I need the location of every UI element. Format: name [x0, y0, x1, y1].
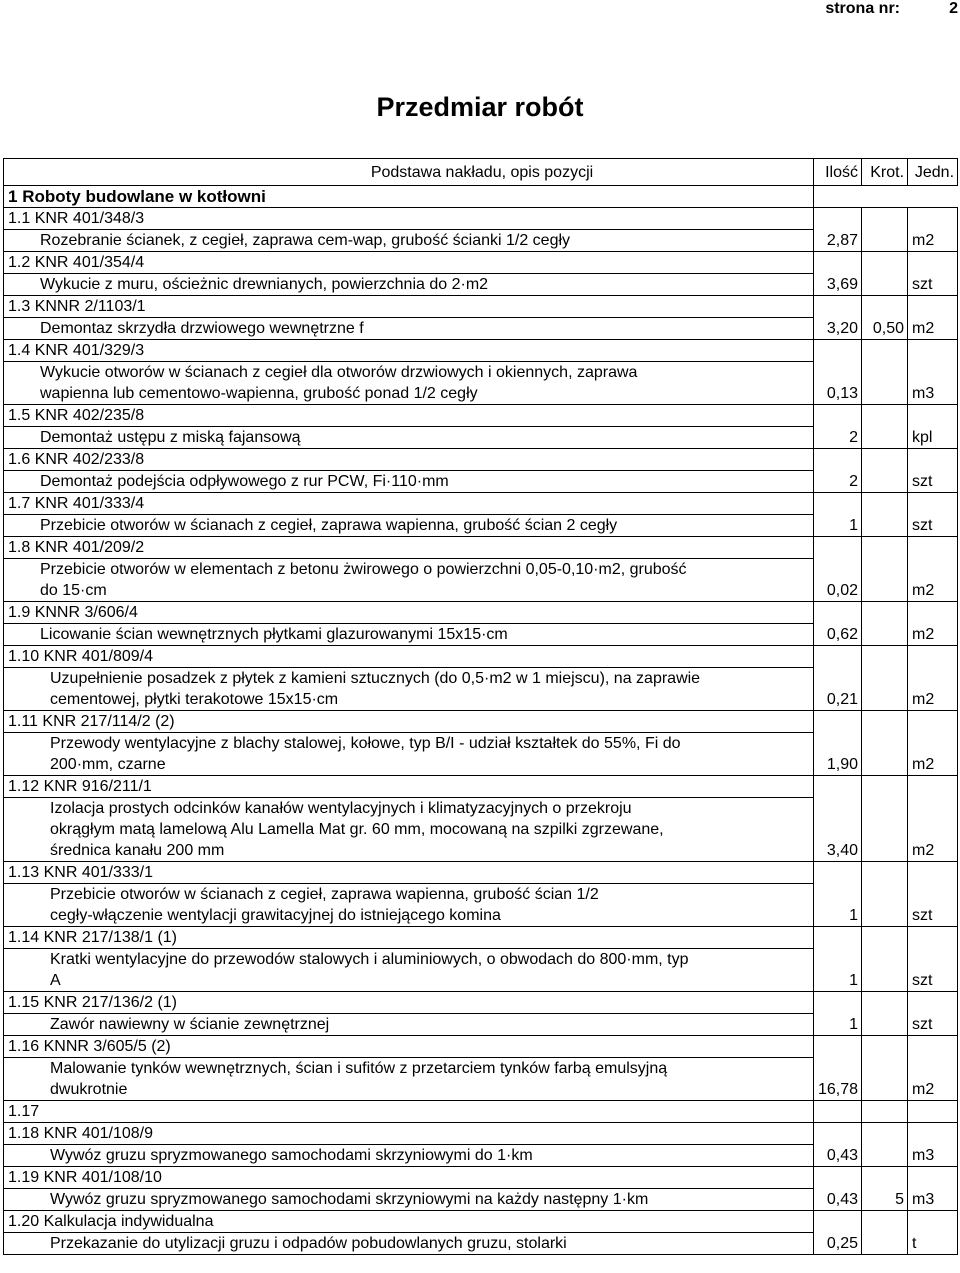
item-number: 1.1 [8, 210, 31, 227]
item-code: KNR 401/333/4 [34, 495, 145, 512]
item-number: 1.20 [8, 1213, 40, 1230]
item-description [4, 274, 814, 296]
item-description-row [4, 471, 958, 493]
item-description [4, 798, 814, 862]
item-header [4, 927, 814, 949]
item-quantity: 0,25 [814, 1233, 862, 1255]
item-quantity: 2 [814, 427, 862, 449]
item-unit: m2 [908, 230, 958, 252]
item-code-row [4, 862, 958, 884]
item-code-row [4, 340, 958, 362]
item-code: KNNR 3/606/4 [34, 604, 138, 621]
item-number: 1.5 [8, 407, 31, 424]
item-times [862, 1014, 908, 1036]
item-header [4, 646, 814, 668]
item-description [4, 230, 814, 252]
item-description [4, 471, 814, 493]
item-description-line: Izolacja prostych odcinków kanałów wentylacyjnych i klimatyzacyjnych o przekroju [50, 800, 632, 817]
item-description-line: Przekazanie do utylizacji gruzu i odpadów pobudowlanych gruzu, stolarki [50, 1235, 567, 1252]
item-unit: kpl [908, 427, 958, 449]
item-description-line: Wykucie otworów w ścianach z cegieł dla otworów drzwiowych i okiennych, zaprawa [40, 364, 638, 381]
item-description-row [4, 1189, 958, 1211]
item-description-row [4, 427, 958, 449]
header-description: Podstawa nakładu, opis pozycji [4, 159, 814, 186]
item-number: 1.15 [8, 994, 40, 1011]
item-code-row [4, 602, 958, 624]
item-description [4, 949, 814, 992]
item-quantity: 1,90 [814, 733, 862, 776]
item-header [4, 405, 814, 427]
item-code-row [4, 252, 958, 274]
header-quantity: Ilość [814, 159, 862, 186]
header-unit: Jedn. [908, 159, 958, 186]
item-description-line: Licowanie ścian wewnętrznych płytkami glazurowanymi 15x15·cm [40, 626, 508, 643]
item-unit: m2 [908, 559, 958, 602]
item-header [4, 776, 814, 798]
item-times [862, 733, 908, 776]
section-title [4, 186, 814, 208]
item-times [862, 427, 908, 449]
item-code: KNR 402/235/8 [34, 407, 145, 424]
item-code-row [4, 449, 958, 471]
item-description-row [4, 274, 958, 296]
item-times [862, 274, 908, 296]
item-header [4, 1211, 814, 1233]
item-number: 1.8 [8, 539, 31, 556]
item-header [4, 340, 814, 362]
item-unit: szt [908, 1014, 958, 1036]
item-description-line: do 15·cm [40, 582, 107, 599]
item-number: 1.3 [8, 298, 31, 315]
item-code: Kalkulacja indywidualna [43, 1213, 214, 1230]
item-unit: m2 [908, 668, 958, 711]
item-code-row [4, 646, 958, 668]
item-unit: m3 [908, 1189, 958, 1211]
item-code: KNR 217/138/1 (1) [43, 929, 177, 946]
item-description-row [4, 949, 958, 992]
item-times [862, 798, 908, 862]
item-description-row [4, 624, 958, 646]
item-unit: m2 [908, 798, 958, 862]
item-quantity: 1 [814, 949, 862, 992]
table-header-row [4, 159, 958, 186]
item-code: KNR 916/211/1 [43, 778, 152, 795]
item-unit: m2 [908, 1058, 958, 1101]
item-times [862, 1058, 908, 1101]
item-description-row [4, 798, 958, 862]
item-code-row [4, 1123, 958, 1145]
item-code-row [4, 711, 958, 733]
item-number: 1.11 [8, 713, 38, 730]
item-description-line: Wywóz gruzu spryzmowanego samochodami skrzyniowymi na każdy następny 1·km [50, 1191, 649, 1208]
item-description [4, 624, 814, 646]
item-number: 1.13 [8, 864, 40, 881]
item-unit: m3 [908, 1145, 958, 1167]
item-header [4, 1101, 814, 1123]
item-quantity: 3,20 [814, 318, 862, 340]
item-quantity: 3,69 [814, 274, 862, 296]
item-unit: t [908, 1233, 958, 1255]
item-code-row [4, 992, 958, 1014]
item-code: KNR 401/354/4 [34, 254, 145, 271]
item-number: 1.9 [8, 604, 31, 621]
item-description-line: Przebicie otworów w ścianach z cegieł, zaprawa wapienna, grubość ścian 2 cegły [40, 517, 618, 534]
item-quantity: 0,13 [814, 362, 862, 405]
item-description-row [4, 1233, 958, 1255]
item-code: KNR 401/329/3 [34, 342, 145, 359]
item-quantity: 16,78 [814, 1058, 862, 1101]
item-description [4, 559, 814, 602]
item-header [4, 208, 814, 230]
item-unit: szt [908, 274, 958, 296]
item-number: 1.12 [8, 778, 40, 795]
item-code-row [4, 296, 958, 318]
item-code: KNR 401/348/3 [34, 210, 145, 227]
item-header [4, 1123, 814, 1145]
item-quantity: 0,02 [814, 559, 862, 602]
page-number-value: 2 [949, 0, 958, 17]
item-description [4, 733, 814, 776]
item-description-line: Kratki wentylacyjne do przewodów stalowych i aluminiowych, o obwodach do 800·mm, typ [50, 951, 689, 968]
item-quantity: 0,43 [814, 1145, 862, 1167]
item-description-line: Zawór nawiewny w ścianie zewnętrznej [50, 1016, 330, 1033]
item-description [4, 318, 814, 340]
item-number: 1.10 [8, 648, 40, 665]
item-unit: m2 [908, 733, 958, 776]
item-number: 1.19 [8, 1169, 40, 1186]
item-code-row [4, 927, 958, 949]
table-body [4, 159, 958, 1255]
item-unit: szt [908, 471, 958, 493]
section-name: Roboty budowlane w kotłowni [22, 187, 266, 206]
item-header [4, 862, 814, 884]
item-header [4, 537, 814, 559]
item-unit: m2 [908, 318, 958, 340]
item-quantity: 1 [814, 1014, 862, 1036]
item-code-row [4, 493, 958, 515]
item-times [862, 515, 908, 537]
item-description-line: cegły-włączenie wentylacji grawitacyjnej do istniejącego komina [50, 907, 501, 924]
item-description-row [4, 733, 958, 776]
item-code: KNR 401/333/1 [43, 864, 153, 881]
item-code: KNR 401/108/10 [43, 1169, 162, 1186]
item-code: KNR 401/209/2 [34, 539, 145, 556]
item-times: 5 [862, 1189, 908, 1211]
item-number: 1.14 [8, 929, 40, 946]
item-code: KNR 401/108/9 [43, 1125, 153, 1142]
item-description-row [4, 515, 958, 537]
item-description-row [4, 362, 958, 405]
item-header [4, 1036, 814, 1058]
item-quantity: 1 [814, 515, 862, 537]
item-description [4, 427, 814, 449]
item-code-row [4, 208, 958, 230]
item-description-row [4, 884, 958, 927]
item-description-line: wapienna lub cementowo-wapienna, grubość ponad 1/2 cegły [40, 385, 478, 402]
item-quantity: 3,40 [814, 798, 862, 862]
section-row [4, 186, 958, 208]
item-description-line: Uzupełnienie posadzek z płytek z kamieni sztucznych (do 0,5·m2 w 1 miejscu), na zaprawie [50, 670, 701, 687]
item-description-line: Przewody wentylacyjne z blachy stalowej, kołowe, typ B/I - udział kształtek do 55%, Fi do [50, 735, 681, 752]
item-quantity: 0,43 [814, 1189, 862, 1211]
item-code: KNR 217/114/2 (2) [42, 713, 175, 730]
bill-of-quantities-table [3, 158, 958, 1255]
item-number: 1.4 [8, 342, 31, 359]
item-times [862, 362, 908, 405]
item-code-row [4, 776, 958, 798]
item-code: KNNR 2/1103/1 [34, 298, 146, 315]
item-description-line: Przebicie otworów w ścianach z cegieł, zaprawa wapienna, grubość ścian 1/2 [50, 886, 599, 903]
item-times [862, 624, 908, 646]
item-description-row [4, 1058, 958, 1101]
item-description-row [4, 230, 958, 252]
item-description-line: dwukrotnie [50, 1081, 128, 1098]
item-description-line: Malowanie tynków wewnętrznych, ścian i sufitów z przetarciem tynków farbą emulsyjną [50, 1060, 668, 1077]
item-code: KNR 401/809/4 [43, 648, 153, 665]
item-times [862, 471, 908, 493]
item-description-row [4, 668, 958, 711]
item-number: 1.2 [8, 254, 31, 271]
item-code-row [4, 1036, 958, 1058]
item-description-row [4, 318, 958, 340]
page-number-label: strona nr: [825, 0, 900, 17]
item-code: KNNR 3/605/5 (2) [43, 1038, 171, 1055]
item-description [4, 1058, 814, 1101]
item-quantity: 2,87 [814, 230, 862, 252]
item-header [4, 493, 814, 515]
item-code-row [4, 537, 958, 559]
item-times [862, 949, 908, 992]
item-code: KNR 402/233/8 [34, 451, 145, 468]
item-number: 1.17 [8, 1103, 40, 1120]
item-description [4, 1014, 814, 1036]
item-description [4, 884, 814, 927]
item-description-line: Demontaż ustępu z miską fajansową [40, 429, 301, 446]
item-description [4, 362, 814, 405]
item-quantity: 0,62 [814, 624, 862, 646]
item-description-line: Rozebranie ścianek, z cegieł, zaprawa cem-wap, grubość ścianki 1/2 cegły [40, 232, 571, 249]
item-description [4, 515, 814, 537]
item-description [4, 1145, 814, 1167]
item-description-row [4, 1145, 958, 1167]
item-description-line: średnica kanału 200 mm [50, 842, 225, 859]
item-description-line: cementowej, płytki terakotowe 15x15·cm [50, 691, 339, 708]
item-unit: szt [908, 515, 958, 537]
item-unit: szt [908, 949, 958, 992]
item-times [862, 1233, 908, 1255]
item-header [4, 602, 814, 624]
item-description-line: Demontaż podejścia odpływowego z rur PCW, Fi·110·mm [40, 473, 449, 490]
item-number: 1.6 [8, 451, 31, 468]
section-number: 1 [8, 187, 18, 206]
item-description-line: Demontaz skrzydła drzwiowego wewnętrzne f [40, 320, 364, 337]
item-header [4, 252, 814, 274]
item-number: 1.7 [8, 495, 31, 512]
item-header [4, 449, 814, 471]
item-code-row [4, 1167, 958, 1189]
item-description-line: A [50, 972, 61, 989]
item-description [4, 668, 814, 711]
item-description-line: okrągłym matą lamelową Alu Lamella Mat gr. 60 mm, mocowaną na szpilki zgrzewane, [50, 821, 664, 838]
document-title: Przedmiar robót [376, 92, 584, 122]
item-description [4, 1189, 814, 1211]
item-times [862, 1145, 908, 1167]
item-number: 1.16 [8, 1038, 40, 1055]
item-times: 0,50 [862, 318, 908, 340]
item-unit: m3 [908, 362, 958, 405]
item-times [862, 668, 908, 711]
item-unit: szt [908, 884, 958, 927]
item-times [862, 230, 908, 252]
item-code: KNR 217/136/2 (1) [43, 994, 177, 1011]
item-description-row [4, 1014, 958, 1036]
item-code-row [4, 405, 958, 427]
item-quantity: 1 [814, 884, 862, 927]
item-quantity: 2 [814, 471, 862, 493]
item-description-line: Wykucie z muru, ościeżnic drewnianych, powierzchnia do 2·m2 [40, 276, 489, 293]
item-header [4, 296, 814, 318]
item-quantity: 0,21 [814, 668, 862, 711]
item-description-line: Przebicie otworów w elementach z betonu żwirowego o powierzchni 0,05-0,10·m2, grubość [40, 561, 687, 578]
item-description-line: Wywóz gruzu spryzmowanego samochodami skrzyniowymi do 1·km [50, 1147, 533, 1164]
item-times [862, 559, 908, 602]
item-header [4, 711, 814, 733]
item-code-row [4, 1101, 958, 1123]
item-description [4, 1233, 814, 1255]
item-number: 1.18 [8, 1125, 40, 1142]
item-unit: m2 [908, 624, 958, 646]
header-times: Krot. [862, 159, 908, 186]
item-description-line: 200·mm, czarne [50, 756, 166, 773]
item-header [4, 992, 814, 1014]
item-times [862, 884, 908, 927]
item-description-row [4, 559, 958, 602]
item-code-row [4, 1211, 958, 1233]
item-header [4, 1167, 814, 1189]
